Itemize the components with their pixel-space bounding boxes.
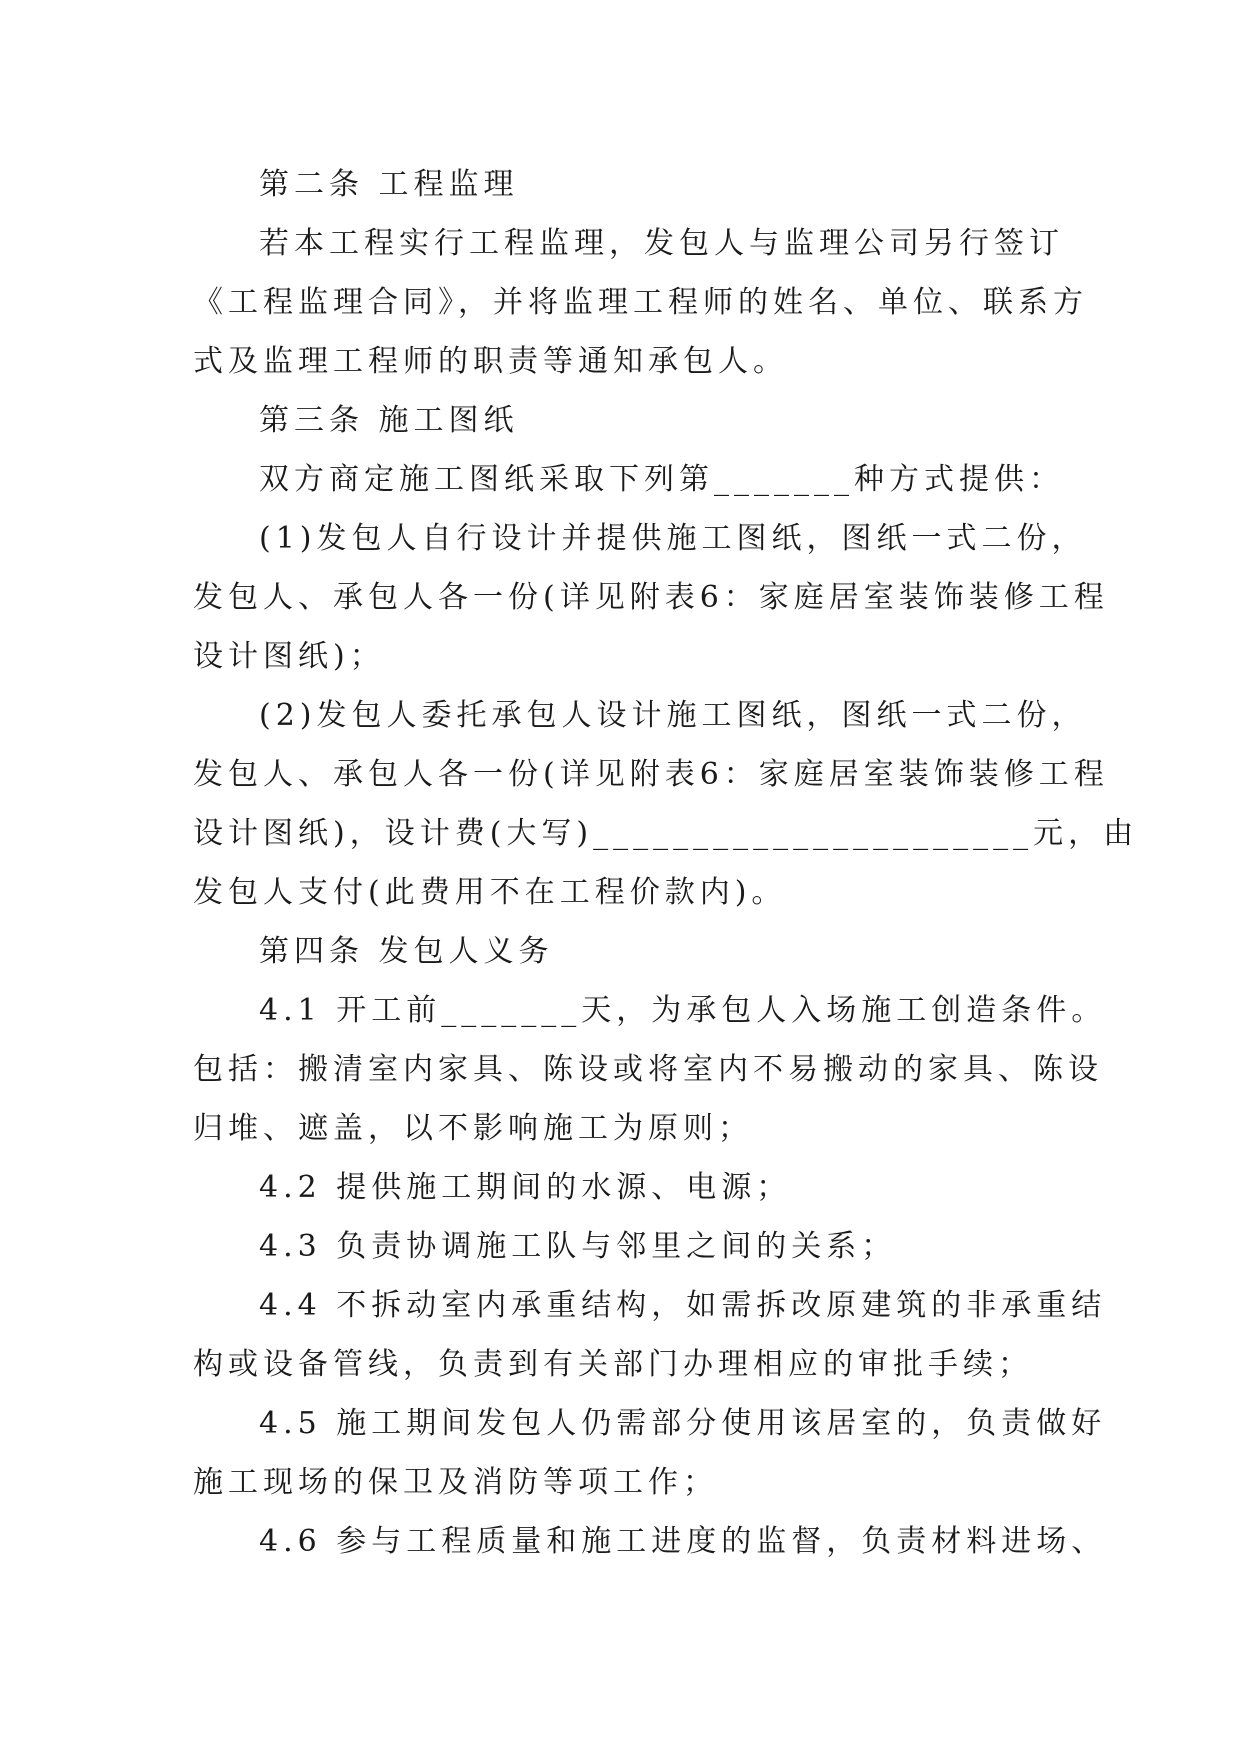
paragraph-line: 构或设备管线，负责到有关部门办理相应的审批手续； xyxy=(193,1347,1033,1382)
paragraph-line: 4.6 参与工程质量和施工进度的监督，负责材料进场、 xyxy=(259,1524,1107,1559)
paragraph-line: 4.2 提供施工期间的水源、电源； xyxy=(259,1170,792,1205)
paragraph-line: 发包人支付(此费用不在工程价款内)。 xyxy=(193,875,787,910)
paragraph-line: 4.1 开工前_______天，为承包人入场施工创造条件。 xyxy=(259,993,1107,1028)
paragraph-line: 4.3 负责协调施工队与邻里之间的关系； xyxy=(259,1229,897,1264)
article-2-heading: 第二条 工程监理 xyxy=(259,167,519,202)
paragraph-line: 双方商定施工图纸采取下列第_______种方式提供： xyxy=(259,462,1064,497)
paragraph-line: 《工程监理合同》，并将监理工程师的姓名、单位、联系方 xyxy=(193,285,1088,320)
paragraph-line: 式及监理工程师的职责等通知承包人。 xyxy=(193,344,788,379)
paragraph-line: 发包人、承包人各一份(详见附表6：家庭居室装饰装修工程 xyxy=(193,580,1109,615)
paragraph-line: 若本工程实行工程监理，发包人与监理公司另行签订 xyxy=(259,226,1064,261)
paragraph-line: (2)发包人委托承包人设计施工图纸，图纸一式二份， xyxy=(259,698,1087,733)
paragraph-line: 包括：搬清室内家具、陈设或将室内不易搬动的家具、陈设 xyxy=(193,1052,1103,1087)
article-4-heading: 第四条 发包人义务 xyxy=(259,934,554,969)
paragraph-line: 发包人、承包人各一份(详见附表6：家庭居室装饰装修工程 xyxy=(193,757,1109,792)
paragraph-line: 施工现场的保卫及消防等项工作； xyxy=(193,1465,718,1500)
paragraph-line: 4.4 不拆动室内承重结构，如需拆改原建筑的非承重结 xyxy=(259,1288,1107,1323)
document-body xyxy=(193,155,1139,1571)
paragraph-line: 归堆、遮盖，以不影响施工为原则； xyxy=(193,1111,753,1146)
paragraph-line: 设计图纸)，设计费(大写)______________________元，由 xyxy=(193,816,1139,851)
paragraph-line: 4.5 施工期间发包人仍需部分使用该居室的，负责做好 xyxy=(259,1406,1107,1441)
article-3-heading: 第三条 施工图纸 xyxy=(259,403,519,438)
paragraph-line: 设计图纸)； xyxy=(193,639,385,674)
paragraph-line: (1)发包人自行设计并提供施工图纸，图纸一式二份， xyxy=(259,521,1087,556)
